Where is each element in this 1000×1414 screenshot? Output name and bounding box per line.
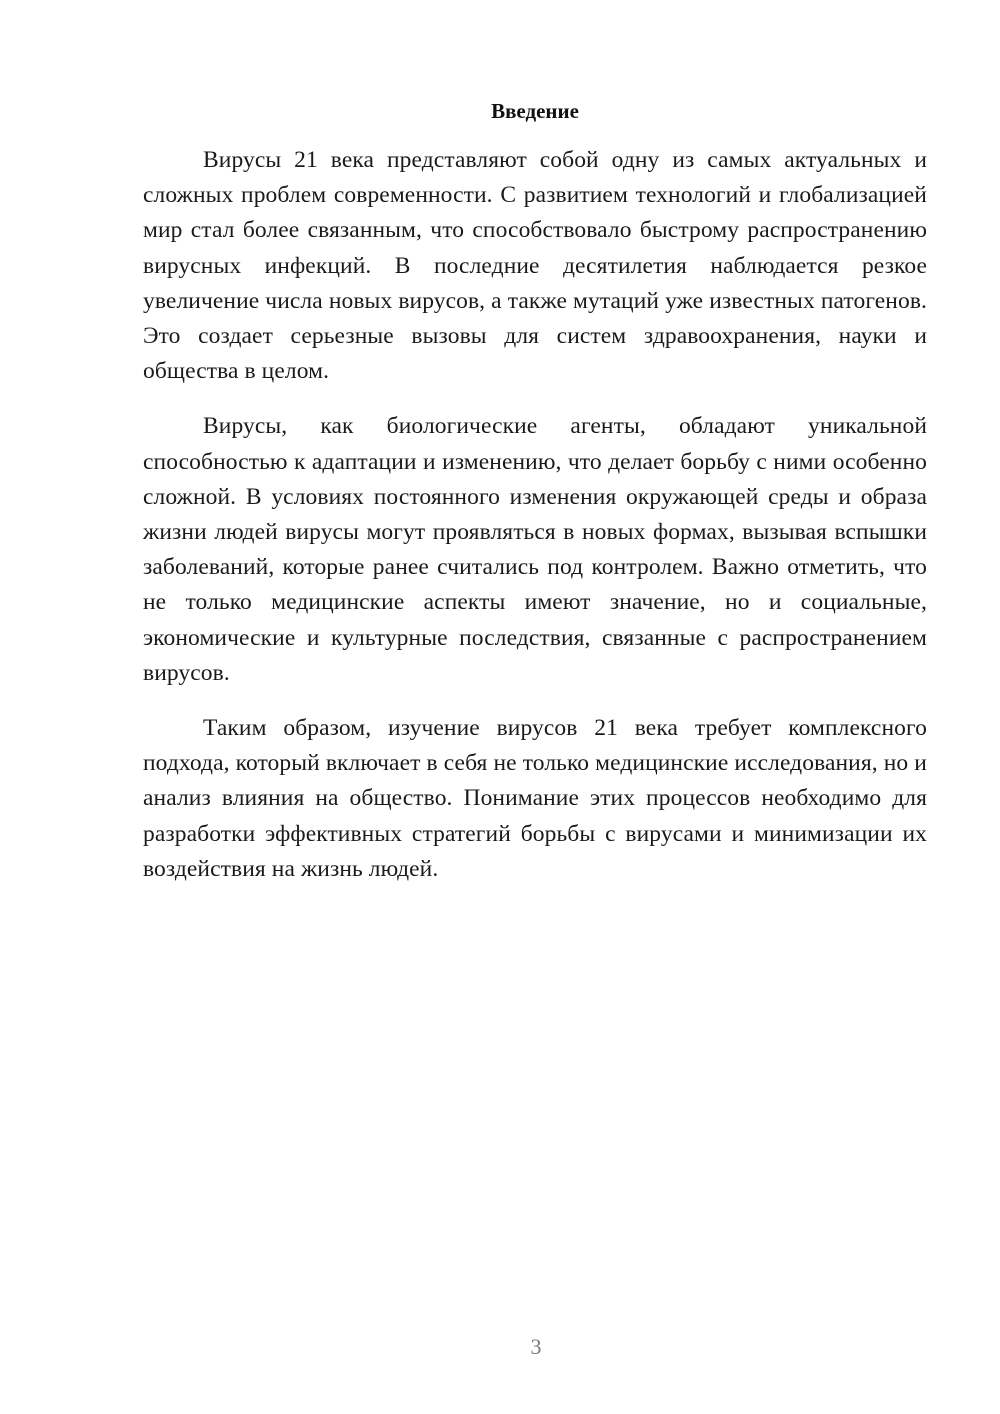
section-heading: Введение: [491, 99, 579, 123]
paragraph-3: Таким образом, изучение вирусов 21 века требует комплексного подхода, который включает в себя не только медицинские исследования, но и анализ влияния на общество. Понимание этих процессов необходимо для разработки эффективных стратегий борьбы с вирусами и минимизации их воздействия на жизнь людей.: [143, 715, 927, 882]
page-content: [143, 95, 927, 907]
paragraph-2: Вирусы, как биологические агенты, обладают уникальной способностью к адаптации и изменению, что делает борьбу с ними особенно сложной. В условиях постоянного изменения окружающей среды и образа жизни людей вирусы могут проявляться в новых формах, вызывая вспышки заболеваний, которые ранее считались под контролем. Важно отметить, что не только медицинские аспекты имеют значение, но и социальные, экономические и культурные последствия, связанные с распространением вирусов.: [143, 413, 927, 686]
paragraph-1: Вирусы 21 века представляют собой одну из самых актуальных и сложных проблем современности. С развитием технологий и глобализацией мир стал более связанным, что способствовало быстрому распространению вирусных инфекций. В последние десятилетия наблюдается резкое увеличение числа новых вирусов, а также мутаций уже известных патогенов. Это создает серьезные вызовы для систем здравоохранения, науки и общества в целом.: [143, 147, 927, 385]
page-number: 3: [530, 1334, 542, 1359]
